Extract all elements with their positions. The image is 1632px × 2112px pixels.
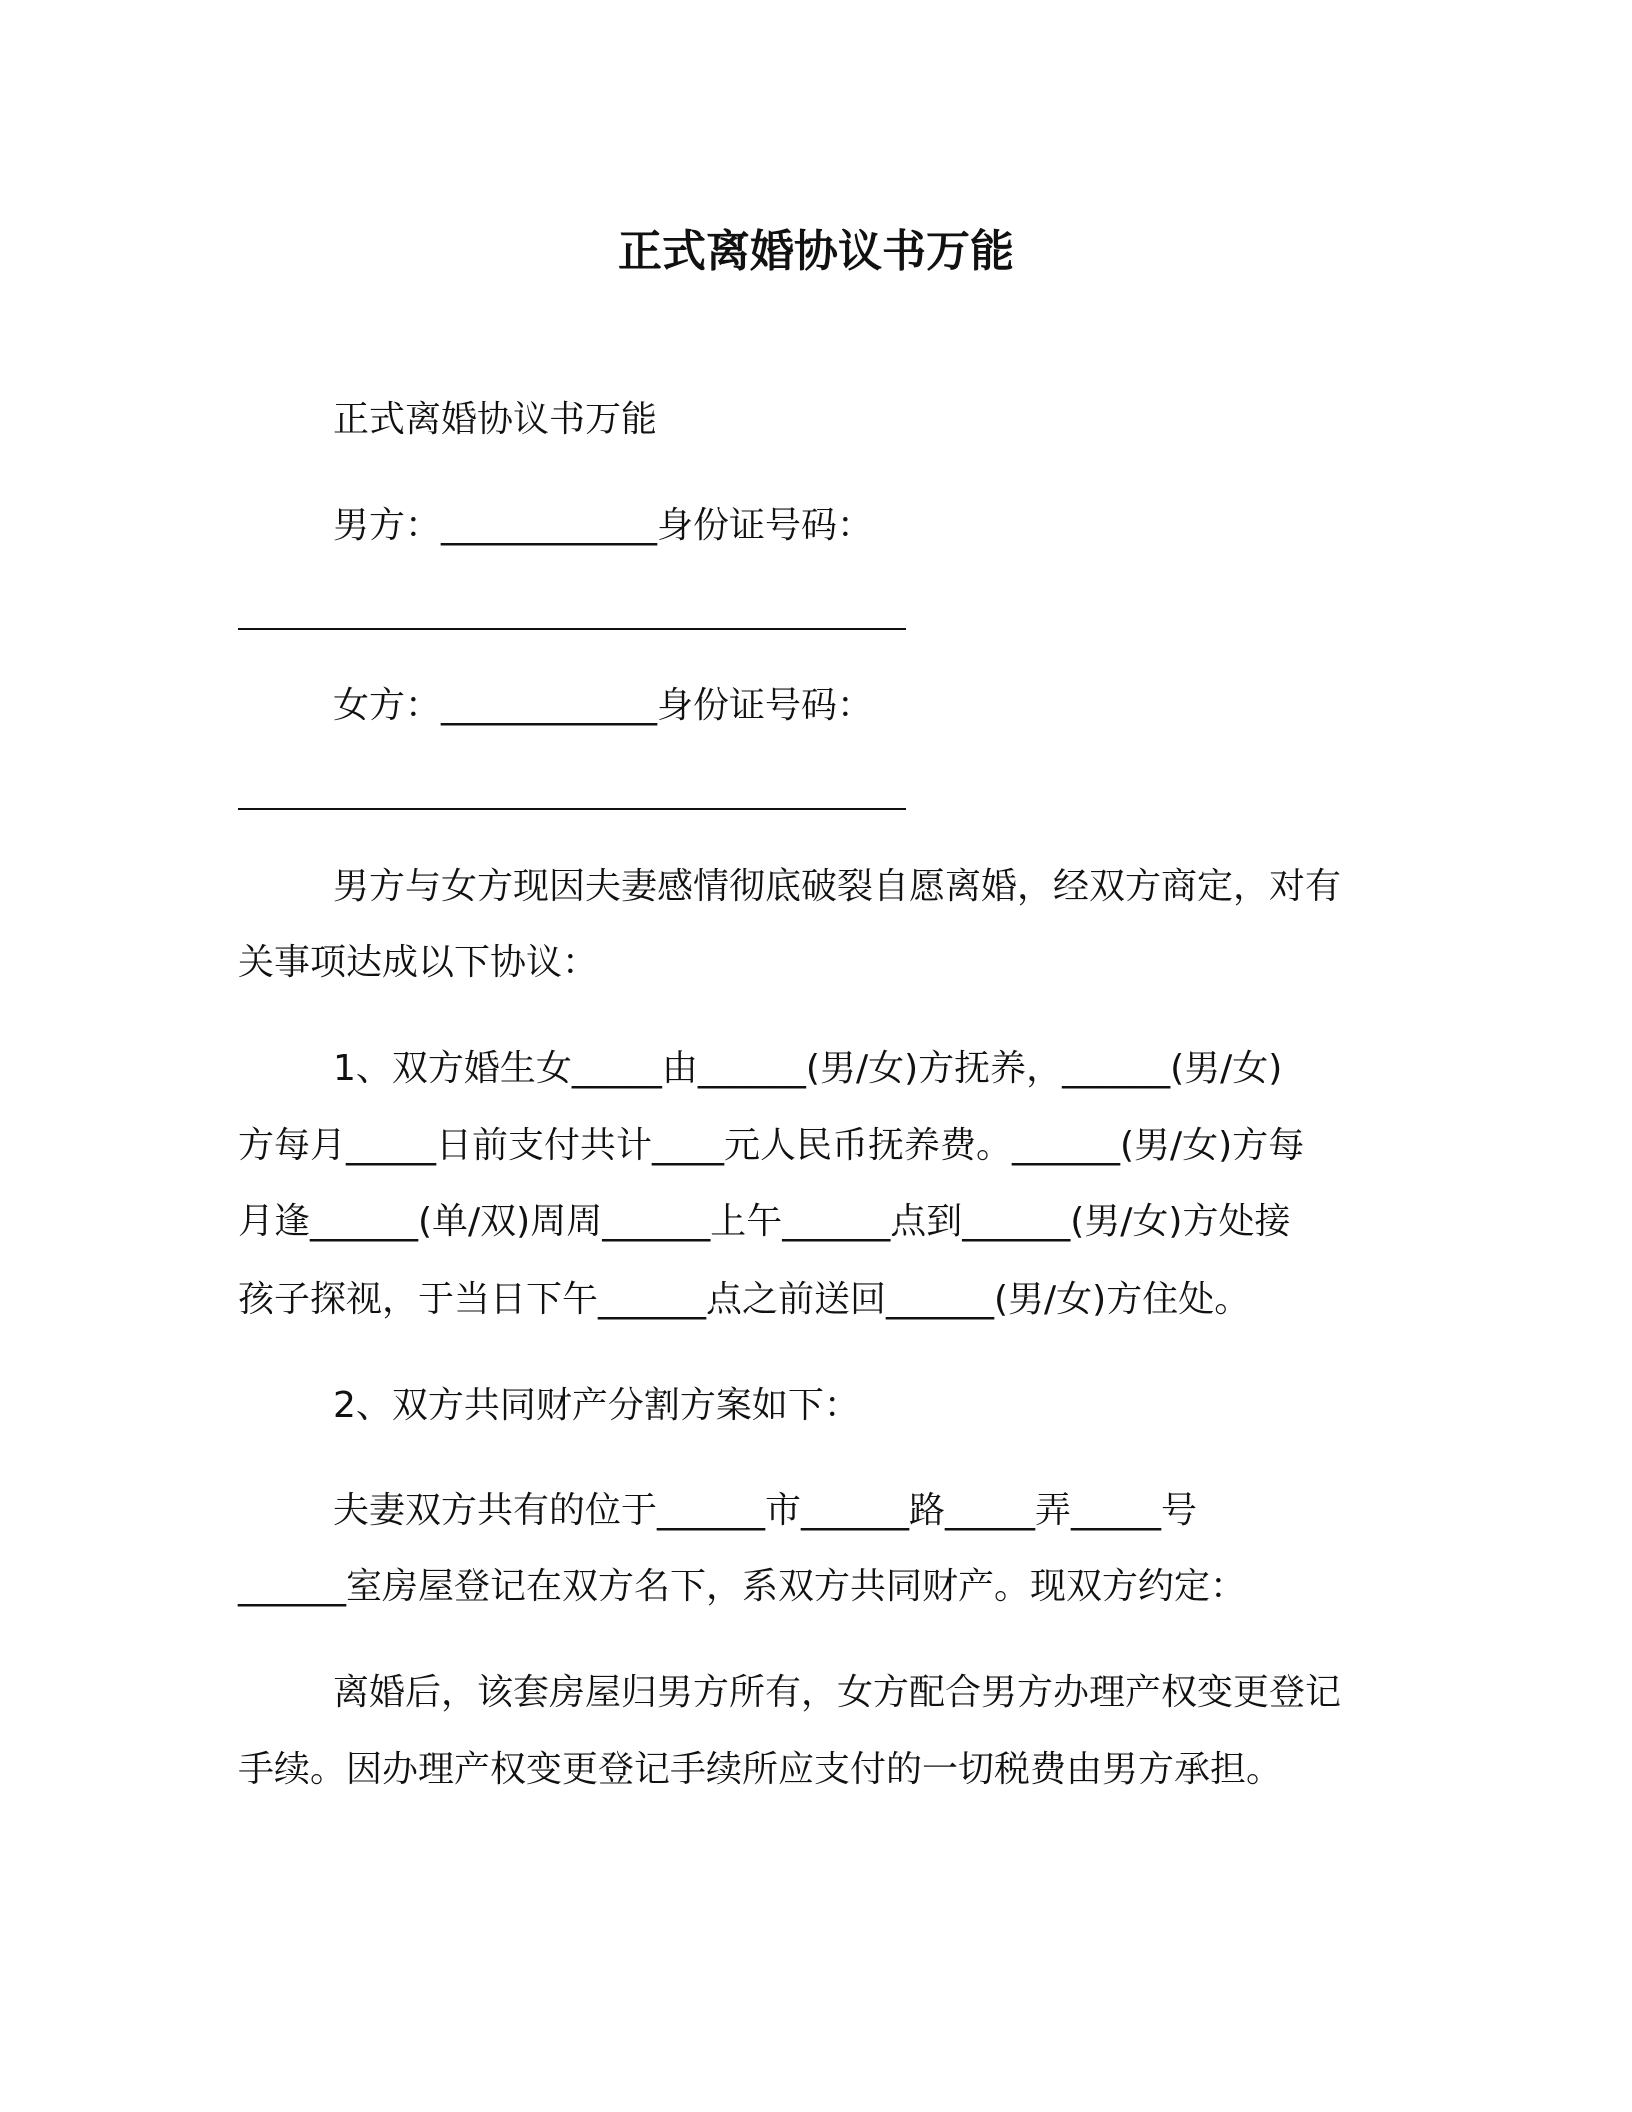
- clause1-line-3: 月逢______(单/双)周周______上午______点到______(男/女)方处接: [238, 1201, 1291, 1242]
- clause1-line-4: 孩子探视，于当日下午______点之前送回______(男/女)方住处。: [238, 1279, 1251, 1320]
- male-id-blank: [238, 628, 906, 630]
- intro-line-2: 关事项达成以下协议：: [238, 942, 599, 983]
- clause2-house-line-2: ______室房屋登记在双方名下，系双方共同财产。现双方约定：: [238, 1566, 1247, 1607]
- male-party-line: 男方：____________身份证号码：: [333, 505, 874, 546]
- document-heading: 正式离婚协议书万能: [333, 399, 658, 440]
- clause2-house-line-1: 夫妻双方共有的位于______市______路_____弄_____号: [333, 1490, 1198, 1531]
- clause1-line-1: 1、双方婚生女_____由______(男/女)方抚养，______(男/女): [333, 1048, 1283, 1089]
- female-party-line: 女方：____________身份证号码：: [333, 685, 874, 726]
- clause1-line-2: 方每月_____日前支付共计____元人民币抚养费。______(男/女)方每: [238, 1125, 1305, 1166]
- clause2-after-line-2: 手续。因办理产权变更登记手续所应支付的一切税费由男方承担。: [238, 1749, 1283, 1790]
- female-id-blank: [238, 808, 906, 810]
- intro-line-1: 男方与女方现因夫妻感情彻底破裂自愿离婚，经双方商定，对有: [333, 866, 1342, 907]
- clause2-heading: 2、双方共同财产分割方案如下：: [333, 1385, 860, 1426]
- clause2-after-line-1: 离婚后，该套房屋归男方所有，女方配合男方办理产权变更登记: [333, 1672, 1342, 1713]
- document-title: 正式离婚协议书万能: [618, 226, 1014, 277]
